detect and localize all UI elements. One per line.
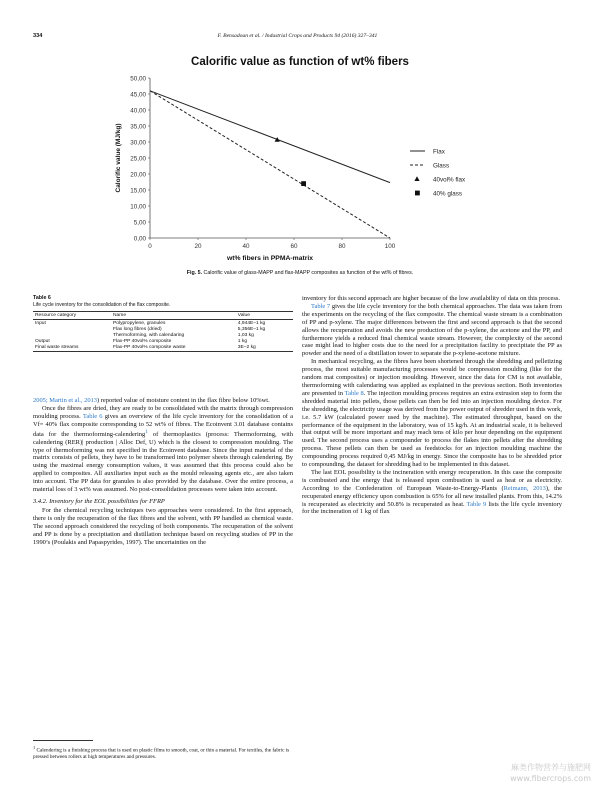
citation-link[interactable]: Reimann, 2013 [503,484,546,492]
figure-caption-text: Calorific value of glass-MAPP and flax-MAPP composites as function of the wt% of fibres. [202,270,414,276]
table-row [33,320,293,327]
y-tick-label: 45,00 [130,91,146,99]
table-row [33,345,293,352]
paragraph-text: gives an overview of the life cycle inventory for the consolidation of a Vf= 40% flax composite corresponding to 52 wt% of fibres. The Ecoinvent 3.01 database contains data for the thermoforming-calendering [33,412,293,438]
series-line-flax [150,91,390,183]
paragraph [302,295,562,303]
paragraph-text: lists the life cycle inventory for the incineration of 1 kg of flax [302,500,562,516]
table-label: Table 6 [33,295,51,301]
paragraph [33,405,293,494]
table-link[interactable]: Table 8 [344,389,364,397]
y-tick-label: 0,00 [133,235,146,243]
x-tick-label: 0 [148,243,152,250]
table-link[interactable]: Table 9 [466,500,487,508]
footnote [33,745,293,761]
x-tick-label: 100 [384,243,396,250]
table-link[interactable]: Table 6 [82,412,103,420]
legend-swatch [414,176,419,181]
paragraph [302,469,562,516]
footnote-number: 1 [33,745,36,750]
figure-caption [100,270,500,276]
watermark-line: www.fibercrops.com [510,774,591,783]
table-cell: Thermoforming, with calendaring [113,332,185,338]
legend-label: Flax [433,148,445,156]
table-link[interactable]: Table 7 [311,302,331,310]
paragraph [302,303,562,358]
data-point-square [301,181,306,186]
paragraph-text: gives the life cycle inventory for the both chemical approaches. The data was taken from the experiments on the recycling of the flax composite. The chemical waste stream is a combination of PP and p-xylene. The major differences between the first and second approach is that the second allows the recuperation and avoids the new production of the p-xylene, the acetone and the PP, and furthermore yields a reduced final chemical waste stream. However, the complexity of the second case might lead to higher costs due to the need for a precipitation facility to precipitate the PP as powder and the need of a distillation tower to separate the p-xylene-acetone mixture. [302,302,562,358]
table-cell: 3E–2 kg [236,345,293,352]
chart-title: Calorific value as function of wt% fibers [191,56,409,68]
table-header-cell: Value [236,312,293,320]
y-axis-label: Calorific value (MJ/kg) [115,123,122,193]
x-axis-label: wt% fibers in PPMA-matrix [226,255,314,262]
table-cell: 1 kg [237,339,248,345]
table-header-cell: Name [111,312,236,320]
section-heading: 3.4.2. Inventory for the EOL possibilities for FFRP [33,498,165,506]
table-cell: Flax long fibres (dried) [113,326,162,332]
y-tick-label: 40,00 [130,107,146,115]
figure-5 [100,48,500,268]
x-tick-label: 40 [242,243,250,250]
paragraph-text: In mechanical recycling, as the fibres have been shortened through the shredding and pelletizing process, the most suitable manufacturing processes would be compression moulding (like for the random mat composites) or injection moulding. However, since the data for CM is not available, thermoforming with calendaring was applied as explained in the previous section. Both inventories are presented in [302,358,562,397]
journal-citation: F. Bensadoun et al. / Industrial Crops and Products 94 (2016) 327–341 [217,33,378,39]
watermark-line: 麻类作物营养与施肥网 [511,763,591,772]
y-tick-label: 30,00 [130,139,146,147]
footnote-text: Calendering is a finishing process that is used on plastic films to smooth, coat, or thin a material. For textiles, the fabric is pressed between rollers at high temperatures and pressures. [33,747,290,761]
right-column [302,295,562,516]
y-tick-label: 15,00 [130,187,146,195]
paragraph [33,397,293,405]
paragraph [302,358,562,469]
y-tick-label: 50,00 [130,75,146,83]
paragraph-text: ), the recuperated energy efficiency upon combustion is 65% for all new installed plants. From this, 14.2% is recuperated as electricity and 50.8% is recuperated as heat. [302,484,562,508]
paragraph [33,507,293,547]
left-column [33,397,293,546]
table-header-row [33,312,293,320]
paragraph-text: inventory for this second approach are higher because of the low availability of data on this process. [302,295,560,302]
x-tick-label: 60 [290,243,298,250]
y-tick-label: 5,00 [133,219,146,227]
y-tick-label: 10,00 [130,203,146,211]
table-cell: Final waste streams [33,345,111,352]
table-6 [33,295,293,352]
table-cell: 5,356E–1 kg [237,326,266,332]
page-number: 334 [33,33,43,39]
series-line-glass [150,91,390,238]
table-title: Life cycle inventory for the consolidation of the flax composite. [33,302,171,308]
x-tick-label: 80 [338,243,346,250]
table-cell: Flax-PP 40vol% composite waste [111,345,236,352]
x-tick-label: 20 [194,243,202,250]
paragraph-text: ) reported value of moisture content in the flax fibre below 10%wt. [97,397,270,404]
y-tick-label: 25,00 [130,155,146,163]
table-cell: Input [35,320,46,326]
calorific-chart [100,48,500,268]
data-point-triangle [275,137,280,142]
legend-label: Glass [433,162,450,170]
paragraph-text: of thermoplastics (process: Thermoforming, with calendering (RER)| production | Alloc Def, U) which is the closest to compression moulding. The type of thermoforming was not specified in the Ecoinvent database. Since the input material of the matrix consists of pellets, they have to be transformed into polymer sheets through calendering. By using the maximal energy consumption values, it was assumed that this process could also be applied to composites. All auxiliaries input such as the mould releasing agents etc., are also taken into account. The PP data for granules is also provided by the database. Over the entire process, a material loss of 3 wt% was assumed. No post-consolidation processes were taken into account. [33,430,293,494]
paragraph-text: For the chemical recycling techniques two approaches were considered. In the first approach, there is only the recuperation of the flax fibres and the solvent, with PP handled as chemical waste. The second approach considered the recycling of both components. The recuperation of the solvent and PP is done by a precipitation and distillation technique based on recycling studies of PP in the 1990’s (Poulakis and Papaspyrides, 1997). The uncertainties on the [33,506,293,546]
legend-label: 40% glass [433,190,463,198]
legend-swatch [415,191,420,196]
figure-label: Fig. 5. [186,270,203,276]
legend-label: 40vol% flax [433,176,466,184]
paragraph-text: . The injection moulding process requires an extra extrusion step to form the shredded material into pellets, those pellets can then be fed into an injection moulding device. For the shredding, the electricity usage was derived from the power output of shredder used in this work, i.e. 5.7 kW (calculated power used by the machine). The estimated throughput, based on the performance of the equipment in the laboratory, was of 15 kg/h. At an industrial scale, it is believed that output will be more important and may reach tens of kilo per hour depending on the equipment used. The second process uses a compounder to process the flakes into pellets after the shredding process. These pellets can then be used as feedstocks for an injection moulding machine the compounding process required 0,45 MJ/kg in energy. Since the composite has to be shredded prior to compounding, the dataset for shredding had to be implemented in this dataset. [302,389,562,469]
table-cell: Output [35,339,50,345]
table-header-cell: Resource category [33,312,111,320]
citation-link[interactable]: 2005; Martin et al., 2013 [33,397,98,404]
footnote-ref[interactable]: 1 [145,428,148,435]
y-tick-label: 20,00 [130,171,146,179]
running-header [0,33,595,43]
y-tick-label: 35,00 [130,123,146,131]
footnote-rule [33,740,93,741]
paragraph-text: The last EOL possibility is the incineration with energy recuperation. In this case the composite is combusted and the energy that is released upon combustion is used as heat or as electricity. According to the Confederation of European Waste-to-Energy-Plants ( [302,468,562,492]
table-cell: Polypropylene, granules [113,320,166,326]
paragraph-text: Once the fibres are dried, they are ready to be consolidated with the matrix through compression moulding process. [33,404,293,420]
table-6-grid [33,311,293,352]
table-cell: 1,03 kg [237,332,254,338]
table-cell: 4,944E–1 kg [237,320,266,326]
table-cell: Flax-PP 40vol% composite [113,339,172,345]
watermark [510,762,591,784]
